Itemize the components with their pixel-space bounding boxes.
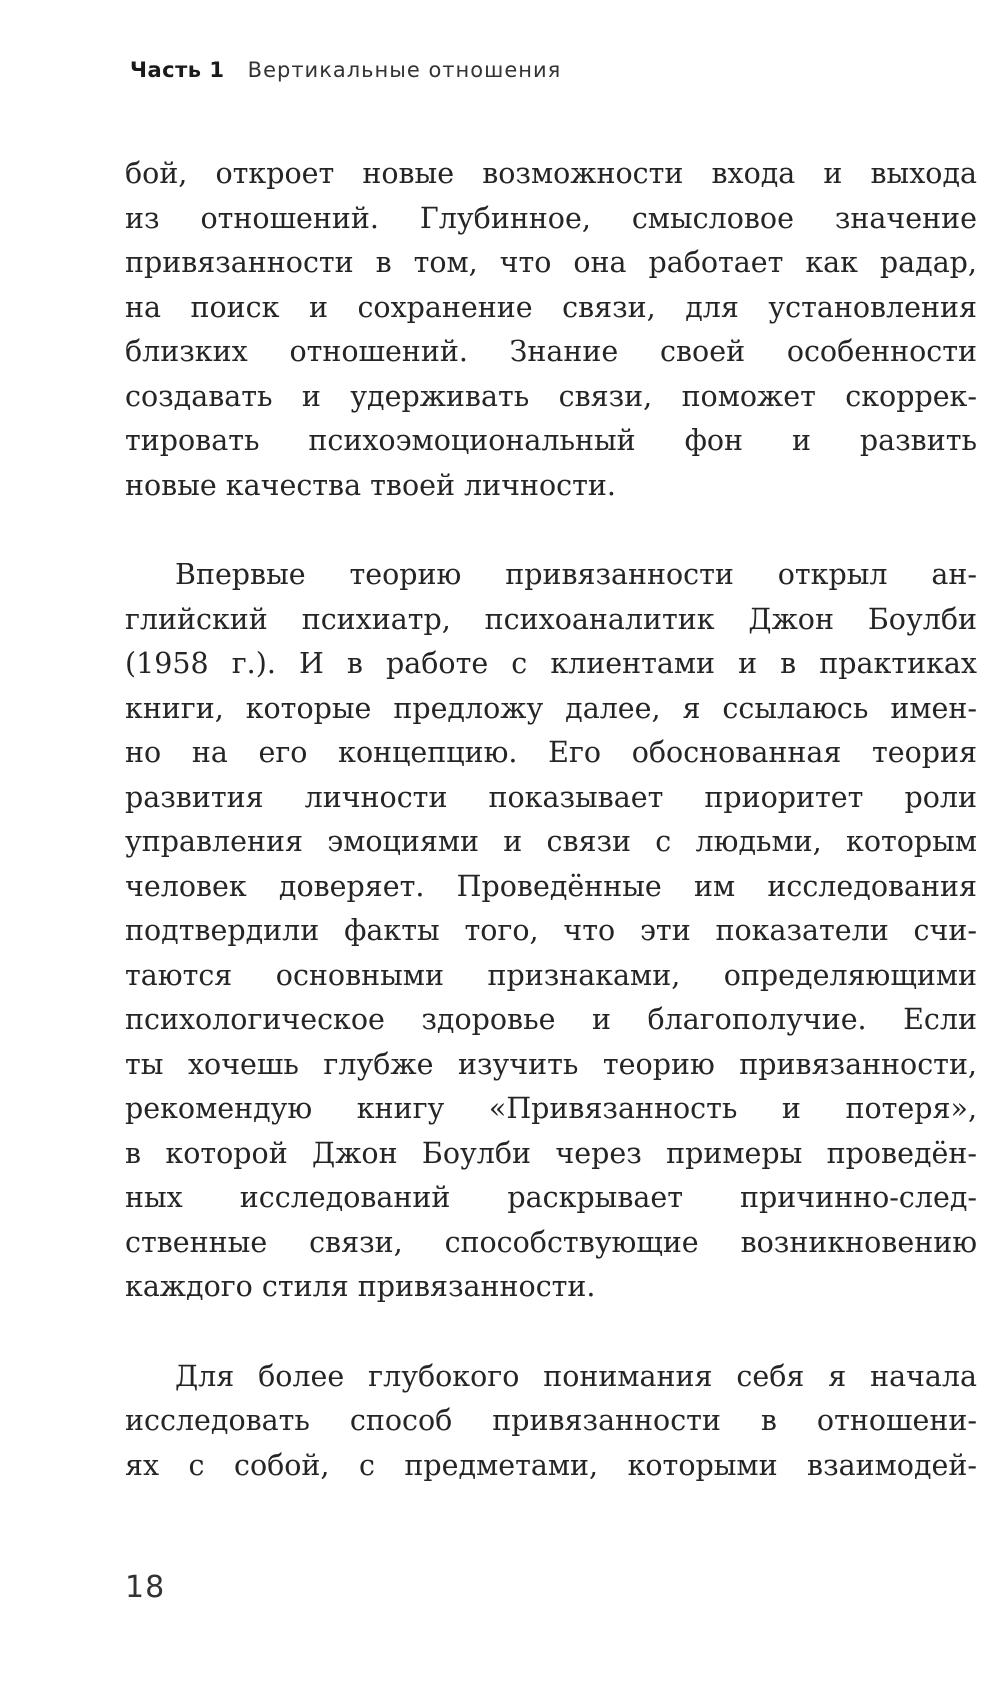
body-text <box>125 152 977 1488</box>
text-line: в которой Джон Боулби через примеры проведён- <box>125 1136 977 1170</box>
text-line: рекомендую книгу «Привязанность и потеря», <box>125 1092 977 1125</box>
paragraph-1 <box>125 152 977 508</box>
text-line: но на его концепцию. Его обоснованная теория <box>125 736 977 769</box>
text-line: Впервые теорию привязанности открыл ан- <box>175 558 977 591</box>
text-line: на поиск и сохранение связи, для установления <box>125 290 977 324</box>
text-line: глийский психиатр, психоаналитик Джон Боулби <box>125 602 977 636</box>
text-line: создавать и удерживать связи, поможет скоррек- <box>125 379 977 413</box>
text-line: исследовать способ привязанности в отношени- <box>125 1404 977 1437</box>
text-line: из отношений. Глубинное, смысловое значение <box>125 201 977 235</box>
paragraph-3 <box>125 1355 977 1489</box>
text-line: книги, которые предложу далее, я ссылаюсь имен- <box>125 691 977 725</box>
text-line: управления эмоциями и связи с людьми, которым <box>125 825 977 858</box>
text-line: новые качества твоей личности. <box>125 468 616 502</box>
text-line: таются основными признаками, определяющими <box>125 958 977 992</box>
text-line: бой, откроет новые возможности входа и выхода <box>125 157 977 190</box>
page-number: 18 <box>125 1570 166 1605</box>
text-line: ственные связи, способствующие возникновению <box>125 1225 977 1259</box>
text-line: ты хочешь глубже изучить теорию привязанности, <box>125 1047 977 1081</box>
text-line: (1958 г.). И в работе с клиентами и в практиках <box>125 647 977 680</box>
text-line: ных исследований раскрывает причинно-след- <box>125 1181 977 1214</box>
text-line: развития личности показывает приоритет роли <box>125 780 977 814</box>
paragraph-2 <box>125 553 977 1310</box>
text-line: привязанности в том, что она работает как радар, <box>125 246 977 279</box>
text-line: человек доверяет. Проведённые им исследования <box>125 869 977 903</box>
running-header <box>130 58 561 82</box>
text-line: психологическое здоровье и благополучие. Если <box>125 1003 977 1036</box>
chapter-title: Вертикальные отношения <box>247 58 562 82</box>
paragraph-spacer <box>125 508 977 553</box>
text-line: тировать психоэмоциональный фон и развить <box>125 424 977 457</box>
text-line: подтвердили факты того, что эти показатели счи- <box>125 914 977 947</box>
paragraph-spacer <box>125 1310 977 1355</box>
text-line: Для более глубокого понимания себя я начала <box>175 1359 977 1393</box>
text-line: близких отношений. Знание своей особенности <box>125 335 977 368</box>
text-line: ях с собой, с предметами, которыми взаимодей- <box>125 1448 977 1482</box>
part-label: Часть 1 <box>130 58 225 82</box>
text-line: каждого стиля привязанности. <box>125 1270 596 1303</box>
